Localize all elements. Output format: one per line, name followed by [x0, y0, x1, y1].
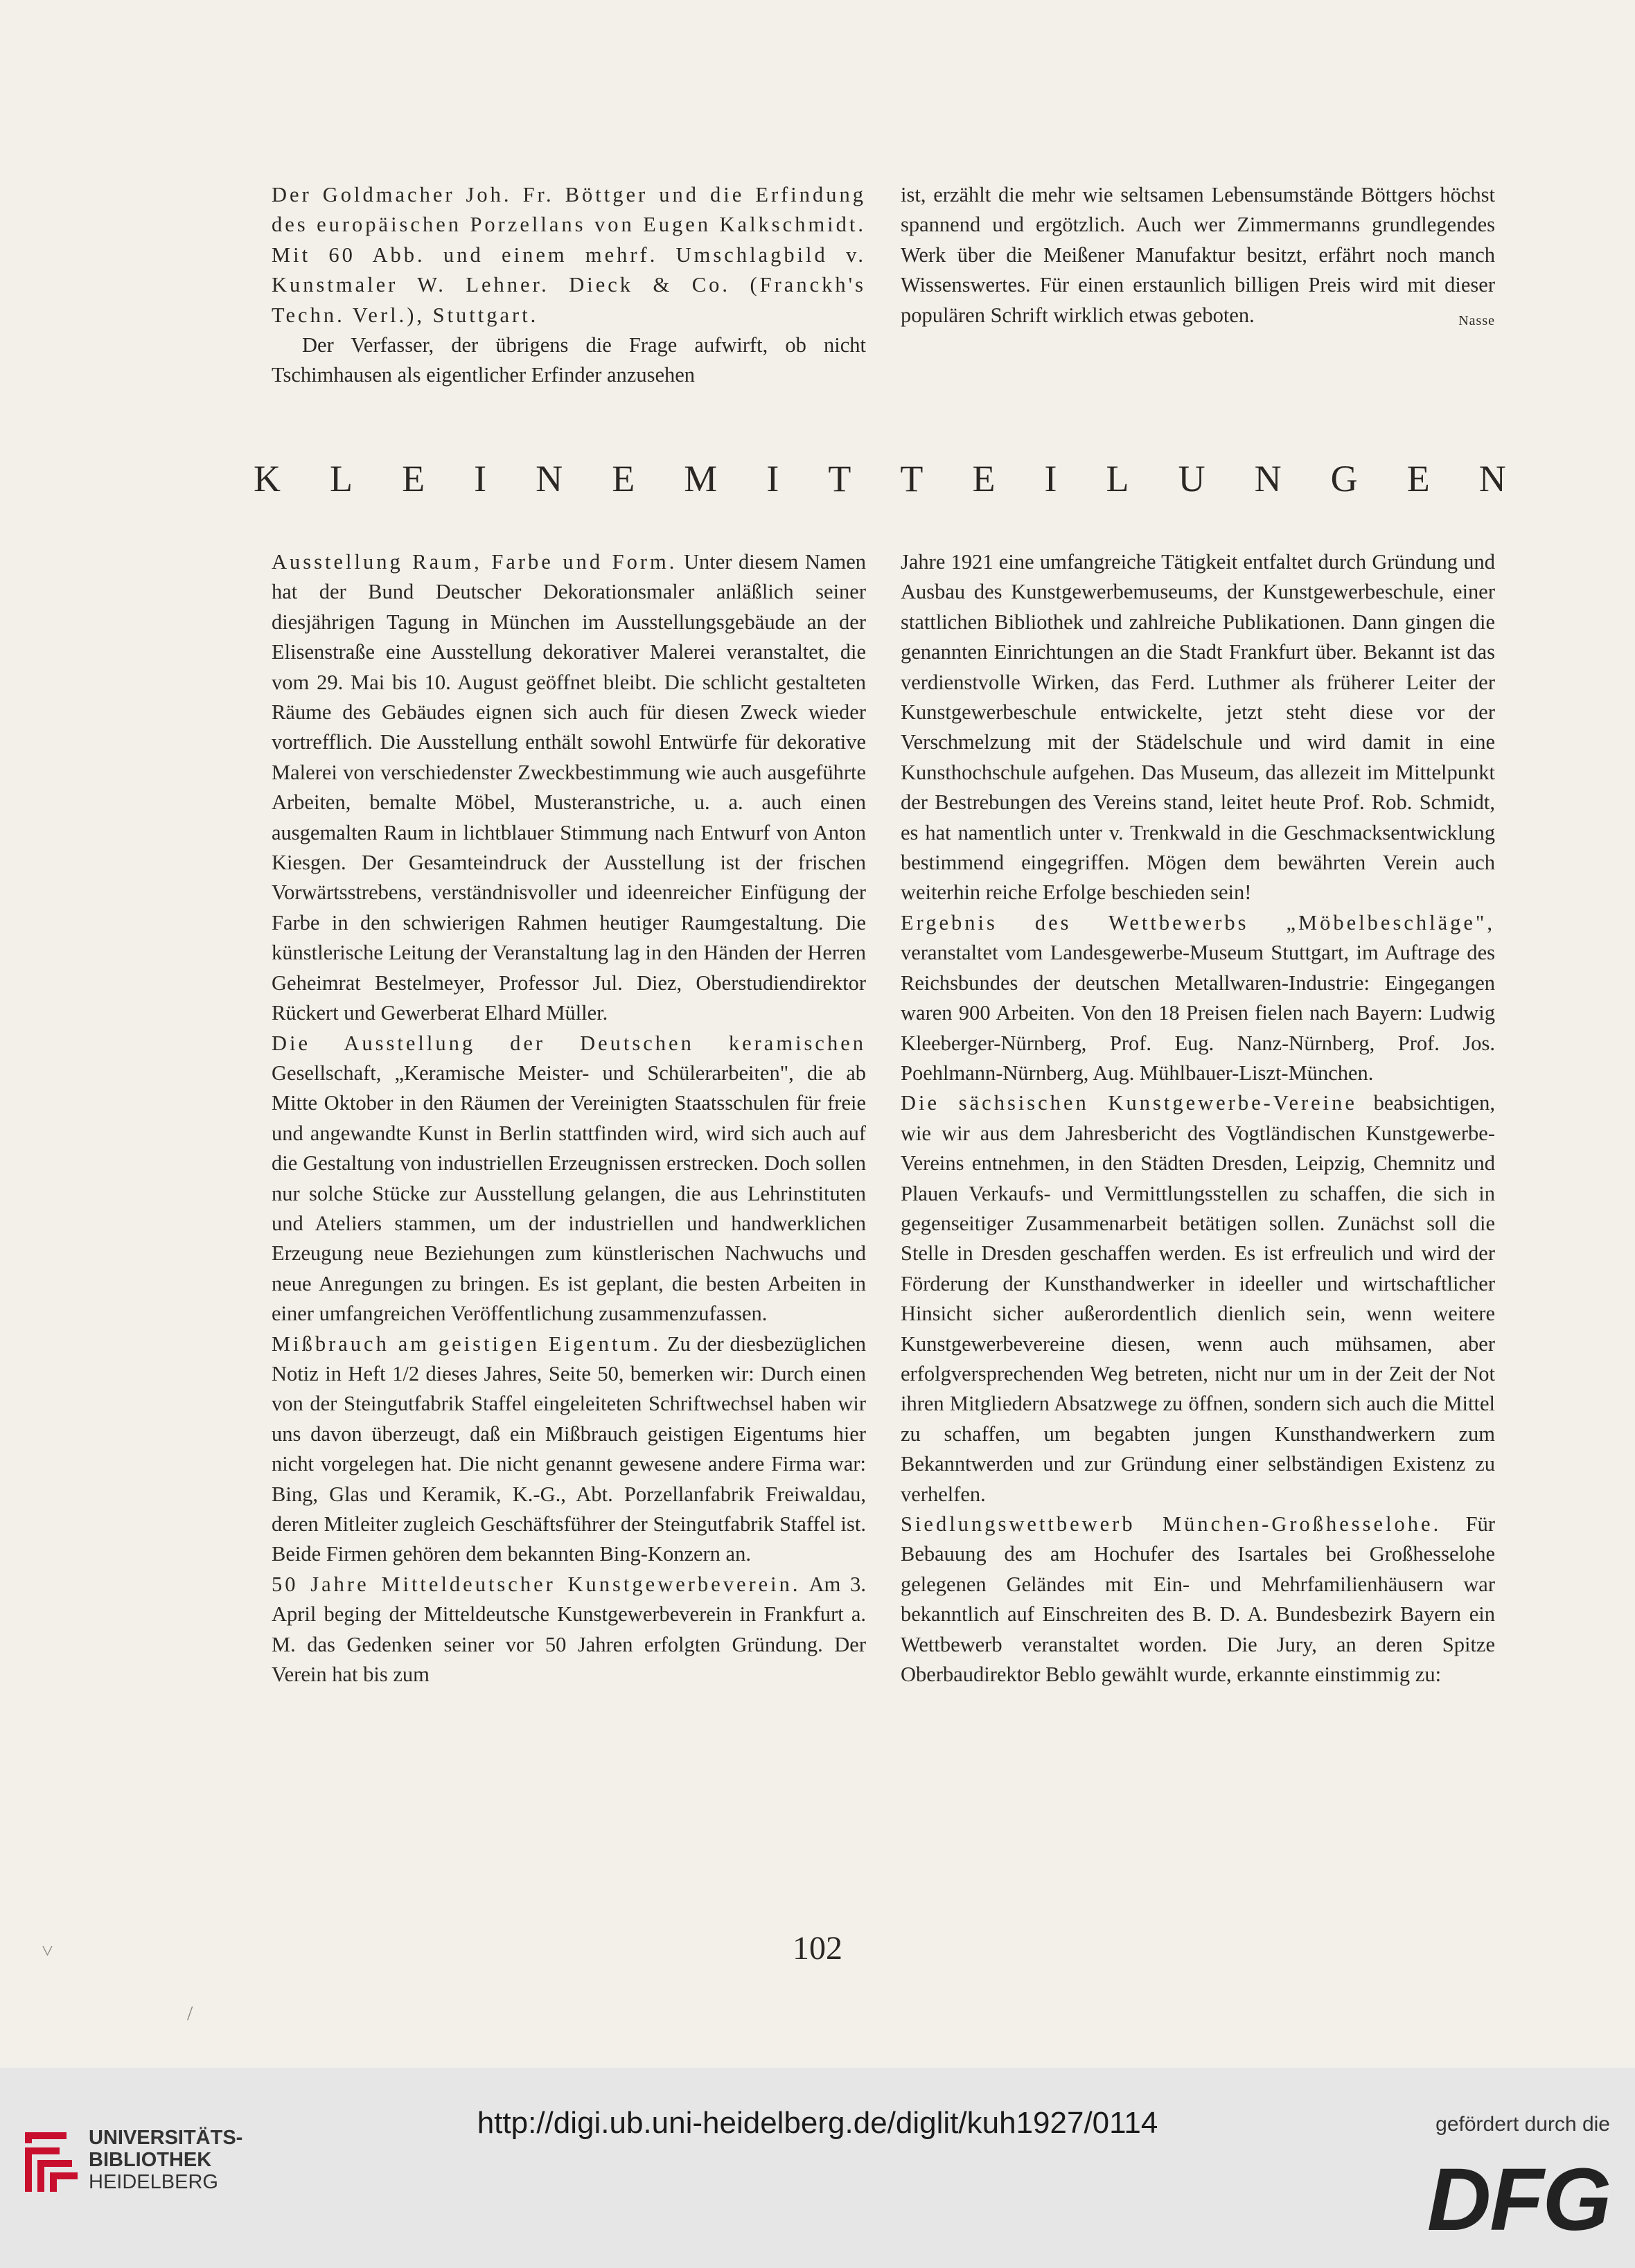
permalink-url[interactable]: http://digi.ub.uni-heidelberg.de/diglit/kuh1927/0114	[477, 2106, 1158, 2140]
heading-letter: N	[1478, 458, 1506, 499]
heading-letter: E	[1406, 458, 1430, 499]
heading-letter: K	[254, 458, 281, 499]
article-text: Unter diesem Namen hat der Bund Deutscher Dekorationsmaler anläßlich seiner diesjährigen Tagung in München im Ausstellungsgebäude an der Elisenstraße eine Ausstellung dekorativer Malerei veranstaltet, die vom 29. Mai bis 10. August geöffnet bleibt. Die schlicht gestalteten Räume des Gebäudes eignen sich auch für diesen Zweck wieder vortrefflich. Die Ausstellung enthält sowohl Entwürfe für dekorative Malerei von verschiedenster Zweckbestimmung wie auch ausgeführte Arbeiten, bemalte Möbel, Musteranstriche, u. a. auch einen ausgemalten Raum in lichtblauer Stimmung nach Entwurf von Anton Kiesgen. Der Gesamteindruck der Ausstellung ist der frischen Vorwärtsstrebens, verständnisvoller und ideenreicher Einfügung der Farbe in den schwierigen Rahmen heutiger Raumgestaltung. Die künstlerische Leitung der Veranstaltung lag in den Händen der Herren Geheimrat Bestelmeyer, Professor Jul. Diez, Oberstudiendirektor Rückert und Gewerberat Elhard Müller.	[272, 550, 866, 1025]
heading-letter: N	[1254, 458, 1282, 499]
heading-letter: L	[330, 458, 353, 499]
article-text: beabsichtigen, wie wir aus dem Jahresbericht des Vogtländischen Kunstgewerbe-Vereins entnehmen, in den Städten Dresden, Leipzig, Chemnitz und Plauen Verkaufs- und Vermittlungsstellen zu schaffen, die sich in gegenseitiger Zusammenarbeit betätigen sollen. Zunächst soll die Stelle in Dresden geschaffen werden. Es ist erfreulich und wird der Förderung der Kunsthandwerker in ideeller und wirtschaftlicher Hinsicht sicher außerordentlich dienlich sein, wenn weitere Kunstgewerbevereine diesen, wenn auch mühsamen, aber erfolgversprechenden Weg betreten, nicht nur um in der Zeit der Not ihren Mitgliedern Absatzwege zu öffnen, sondern sich auch die Mittel zu schaffen, um begabten jungen Kunsthandwerkern zum Bekanntwerden und zur Gründung einer selbständigen Existenz zu verhelfen.	[901, 1091, 1495, 1506]
heading-letter: T	[900, 458, 923, 499]
article-lead: Siedlungswettbewerb München-Großhesselohe.	[901, 1512, 1442, 1536]
article-paragraph	[272, 547, 866, 1029]
article-lead: Mißbrauch am geistigen Eigentum.	[272, 1331, 662, 1356]
heading-letter: E	[972, 458, 996, 499]
article-paragraph	[901, 1088, 1495, 1509]
page-number: 102	[793, 1930, 842, 1967]
review-signature: Nasse	[1458, 312, 1495, 328]
article-paragraph	[272, 1029, 866, 1329]
right-column	[901, 547, 1495, 1690]
dfg-logo: DFG	[1426, 2150, 1610, 2249]
scan-mark: /	[187, 2002, 193, 2025]
heading-letter: N	[536, 458, 563, 499]
article-text: Für Bebauung des am Hochufer des Isartales bei Großhesselohe gelegenen Geländes mit Ein- und Mehrfamilienhäusern war bekanntlich auf Einschreiten des B. D. A. Bundesbezirk Bayern ein Wettbewerb veranstaltet worden. Die Jury, an deren Spitze Oberbaudirektor Beblo gewählt wurde, erkannte einstimmig zu:	[901, 1512, 1495, 1687]
article-paragraph	[272, 1570, 866, 1690]
review-right-column	[901, 180, 1495, 336]
article-lead: Ausstellung Raum, Farbe und Form.	[272, 550, 678, 574]
heading-letter: I	[1044, 458, 1057, 499]
article-text: Am 3. April beging der Mitteldeutsche Kunstgewerbeverein in Frankfurt a. M. das Gedenken seiner vor 50 Jahren erfolgten Gründung. Der Verein hat bis zum	[272, 1572, 866, 1687]
article-text: Gesellschaft, „Keramische Meister- und Schülerarbeiten", die ab Mitte Oktober in den Räumen der Vereinigten Staatsschulen für freie und angewandte Kunst in Berlin stattfinden wird, wird sich auch auf die Gestaltung von industriellen Erzeugnissen erstrecken. Doch sollen nur solche Stücke zur Ausstellung gelangen, die aus Lehrinstituten und Ateliers stammen, um der industriellen und handwerklichen Erzeugung neue Beziehungen zum künstlerischen Nachwuchs und neue Anregungen zu bringen. Es ist geplant, die besten Arbeiten in einer umfangreichen Veröffentlichung zusammenzufassen.	[272, 1061, 866, 1326]
article-lead: Ergebnis des Wettbewerbs „Möbelbeschläge",	[901, 910, 1495, 934]
article-text: Zu der diesbezüglichen Notiz in Heft 1/2 dieses Jahres, Seite 50, bemerken wir: Durch einen von der Steingutfabrik Staffel eingeleiteten Schriftwechsel haben wir uns davon überzeugt, daß ein Mißbrauch geistigen Eigentums hier nicht vorgelegen hat. Die nicht genannt gewesene andere Firma war: Bing, Glas und Keramik, K.-G., Abt. Porzellanfabrik Freiwaldau, deren Mitleiter zugleich Geschäftsführer der Steingutfabrik Staffel ist. Beide Firmen gehören dem bekannten Bing-Konzern an.	[272, 1331, 866, 1566]
heading-letter: T	[828, 458, 851, 499]
review-paragraph: Der Verfasser, der übrigens die Frage aufwirft, ob nicht Tschimhausen als eigentlicher Erfinder anzusehen	[272, 333, 866, 387]
left-column	[272, 547, 866, 1690]
heading-letter: U	[1178, 458, 1205, 499]
heading-letter: M	[684, 458, 718, 499]
heading-letter: G	[1330, 458, 1358, 499]
article-lead: Die Ausstellung der Deutschen keramischen	[272, 1031, 866, 1055]
article-paragraph	[272, 1329, 866, 1570]
heading-letter: I	[474, 458, 487, 499]
review-paragraph-continued: ist, erzählt die mehr wie seltsamen Lebensumstände Böttgers höchst spannend und ergötzlich. Auch wer Zimmermanns grundlegendes Werk über die Meißener Manufaktur besitzt, erfährt noch manch Wissenswertes. Für einen erstaunlich billigen Preis wird mit dieser populären Schrift wirklich etwas geboten. Nasse	[901, 180, 1495, 330]
review-citation: Der Goldmacher Joh. Fr. Böttger und die Erfindung des europäischen Porzellans von Eugen Kalkschmidt. Mit 60 Abb. und einem mehrf. Umschlagbild v. Kunstmaler W. Lehner. Dieck & Co. (Franckh's Techn. Verl.), Stuttgart.	[272, 183, 866, 327]
article-text: Jahre 1921 eine umfangreiche Tätigkeit entfaltet durch Gründung und Ausbau des Kunstgewerbemuseums, der Kunstgewerbeschule, einer stattlichen Bibliothek und zahlreiche Publikationen. Dann gingen die genannten Einrichtungen an die Stadt Frankfurt über. Bekannt ist das verdienstvolle Wirken, das Ferd. Luthmer als früherer Leiter der Kunstgewerbeschule entwickelte, jetzt steht diese vor der Verschmelzung mit der Städelschule und wird damit in eine Kunsthochschule aufgehen. Das Museum, das allezeit im Mittelpunkt der Bestrebungen des Vereins stand, leitet heute Prof. Rob. Schmidt, es hat namentlich unter v. Trenkwald in die Geschmacksentwicklung bestimmend eingegriffen. Mögen dem bewährten Verein auch weiterhin reiche Erfolge beschieden sein!	[901, 550, 1495, 905]
heading-letter: L	[1106, 458, 1129, 499]
article-lead: Die sächsischen Kunstgewerbe-Vereine	[901, 1091, 1357, 1115]
review-left-column	[272, 180, 866, 391]
university-library-logo-icon	[19, 2127, 82, 2196]
library-name: UNIVERSITÄTS- BIBLIOTHEK HEIDELBERG	[89, 2127, 243, 2193]
section-heading	[254, 457, 1506, 500]
heading-letter: E	[402, 458, 425, 499]
funded-by-label: gefördert durch die	[1435, 2113, 1610, 2136]
article-paragraph	[901, 1509, 1495, 1690]
scan-mark: ˅	[42, 1940, 53, 1963]
heading-letter: E	[612, 458, 635, 499]
article-paragraph	[901, 547, 1495, 908]
article-text: veranstaltet vom Landesgewerbe-Museum Stuttgart, im Auftrage des Reichsbundes der deutschen Metallwaren-Industrie: Eingegangen waren 900 Arbeiten. Von den 18 Preisen fielen nach Bayern: Ludwig Kleeberger-Nürnberg, Prof. Eug. Nanz-Nürnberg, Prof. Jos. Poehlmann-Nürnberg, Aug. Mühlbauer-Liszt-München.	[901, 941, 1495, 1085]
article-lead: 50 Jahre Mitteldeutscher Kunstgewerbeverein.	[272, 1572, 801, 1596]
digitization-footer	[0, 2068, 1635, 2268]
heading-letter: I	[766, 458, 779, 499]
article-paragraph	[901, 908, 1495, 1088]
